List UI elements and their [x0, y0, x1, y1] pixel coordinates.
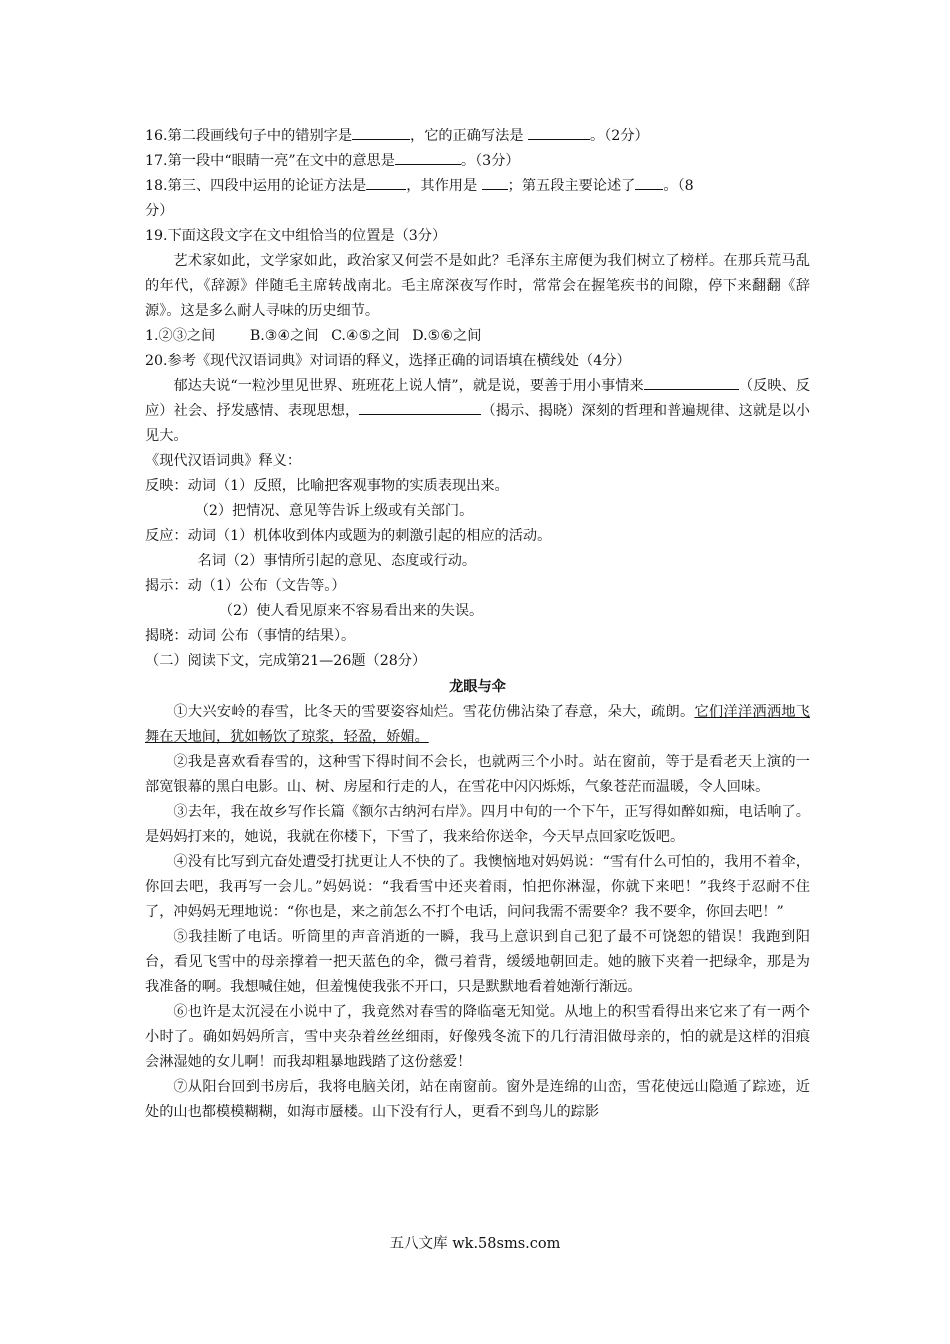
dictionary-entry: （2）把情况、意见等告诉上级或有关部门。 — [194, 503, 474, 519]
answer-blank[interactable] — [482, 175, 508, 190]
article-title: 龙眼与伞 — [449, 679, 506, 695]
answer-blank[interactable] — [366, 175, 406, 190]
article-paragraph: ⑤我挂断了电话。听筒里的声音消逝的一瞬，我马上意识到自己犯了最不可饶恕的错误！我跑到阳台，看见飞雪中的母亲撑着一把天蓝色的伞，微弓着背，缓缓地朝回走。她的腋下夹着一把绿伞，那是为我准备的啊。我想喊住她，但羞愧使我张不开口，只是默默地看着她渐行渐远。 — [145, 929, 810, 995]
option[interactable]: 1.②③之间 — [145, 328, 216, 344]
page-footer: 五八文库 wk.58sms.com — [389, 1236, 561, 1252]
question-20-title: 20.参考《现代汉语词典》对词语的释义，选择正确的词语填在横线处（4分） — [145, 353, 631, 369]
dictionary-entry: 揭示：动（1）公布（文告等。） — [145, 578, 346, 594]
answer-blank[interactable] — [635, 175, 663, 190]
option[interactable]: C.④⑤之间 — [331, 328, 400, 344]
question-17: 17.第一段中“眼睛一亮”在文中的意思是 。（3分） — [145, 149, 810, 174]
article-paragraph: ⑦从阳台回到书房后，我将电脑关闭，站在南窗前。窗外是连绵的山峦，雪花使远山隐遁了踪迹，近处的山也都模模糊糊，如海市蜃楼。山下没有行人，更看不到鸟儿的踪影 — [145, 1079, 810, 1120]
article-paragraph: ②我是喜欢看春雪的，这种雪下得时间不会长，也就两三个小时。站在窗前，等于是看老天上演的一部宽银幕的黑白电影。山、树、房屋和行走的人，在雪花中闪闪烁烁，气象苍茫而温暖，令人回味。 — [145, 754, 810, 795]
article-paragraph: ③去年，我在故乡写作长篇《额尔古纳河右岸》。四月中旬的一个下午，正写得如醉如痴，电话响了。是妈妈打来的，她说，我就在你楼下，下雪了，我来给你送伞，今天早点回家吃饭吧。 — [145, 804, 810, 845]
question-18-score: 分） — [145, 203, 174, 219]
dictionary-entry: 名词（2）事情所引起的意见、态度或行动。 — [197, 553, 477, 569]
dictionary-entry: 揭晓：动词 公布（事情的结果）。 — [145, 628, 356, 644]
answer-blank[interactable] — [359, 400, 481, 415]
underlined-sentence: 它们洋洋洒洒地飞舞在天地间，犹如畅饮了琼浆，轻盈，娇媚。 — [145, 704, 810, 745]
question-19-options — [145, 324, 810, 349]
dictionary-title: 《现代汉语词典》释义： — [145, 453, 302, 469]
question-19-passage: 艺术家如此，文学家如此，政治家又何尝不是如此？毛泽东主席便为我们树立了榜样。在那兵荒马乱的年代，《辞源》伴随毛主席转战南北。毛主席深夜写作时，常常会在握笔疾书的间隙，停下来翻翻《辞源》。这是多么耐人寻味的历史细节。 — [145, 253, 810, 319]
answer-blank[interactable] — [528, 125, 590, 140]
article-paragraph: ⑥也许是太沉浸在小说中了，我竟然对春雪的降临毫无知觉。从地上的积雪看得出来它来了有一两个小时了。确如妈妈所言，雪中夹杂着丝丝细雨，好像残冬流下的几行清泪做母亲的，怕的就是这样的泪痕会淋湿她的女儿啊！而我却粗暴地践踏了这份慈爱！ — [145, 1004, 810, 1070]
article-paragraph: ①大兴安岭的春雪，比冬天的雪要姿容灿烂。雪花仿佛沾染了春意，朵大，疏朗。它们洋洋洒洒地飞舞在天地间，犹如畅饮了琼浆，轻盈，娇媚。 — [145, 704, 810, 745]
question-20-passage: 郁达夫说“一粒沙里见世界、班班花上说人情”，就是说，要善于用小事情来 （反映、反应）社会、抒发感情、表现思想， （揭示、揭晓）深刻的哲理和普遍规律、这就是以小见大。 — [145, 374, 810, 449]
question-18: 18.第三、四段中运用的论证方法是 ，其作用是 ；第五段主要论述了 。（8 — [145, 174, 810, 199]
answer-blank[interactable] — [395, 150, 461, 165]
document-page — [145, 124, 810, 1125]
dictionary-entry: （2）使人看见原来不容易看出来的失误。 — [218, 603, 484, 619]
question-16: 16.第二段画线句子中的错别字是 ，它的正确写法是 。（2分） — [145, 124, 810, 149]
question-19-title: 19.下面这段文字在文中组恰当的位置是（3分） — [145, 228, 447, 244]
section-header: （二）阅读下文，完成第21—26题（28分） — [145, 653, 427, 669]
option[interactable]: B.③④之间 — [249, 328, 319, 344]
dictionary-entry: 反映：动词（1）反照，比喻把客观事物的实质表现出来。 — [145, 478, 509, 494]
option[interactable]: D.⑤⑥之间 — [412, 328, 482, 344]
dictionary-entry: 反应：动词（1）机体收到体内或题为的刺激引起的相应的活动。 — [145, 528, 552, 544]
article-paragraph: ④没有比写到亢奋处遭受打扰更让人不快的了。我懊恼地对妈妈说：“雪有什么可怕的，我用不着伞，你回去吧，我再写一会儿。”妈妈说：“我看雪中还夹着雨，怕把你淋湿，你就下来吧！”我终于忍耐不住了，冲妈妈无理地说：“你也是，来之前怎么不打个电话，问问我需不需要伞？我不要伞，你回去吧！” — [145, 854, 810, 920]
answer-blank[interactable] — [644, 375, 739, 390]
answer-blank[interactable] — [352, 125, 410, 140]
